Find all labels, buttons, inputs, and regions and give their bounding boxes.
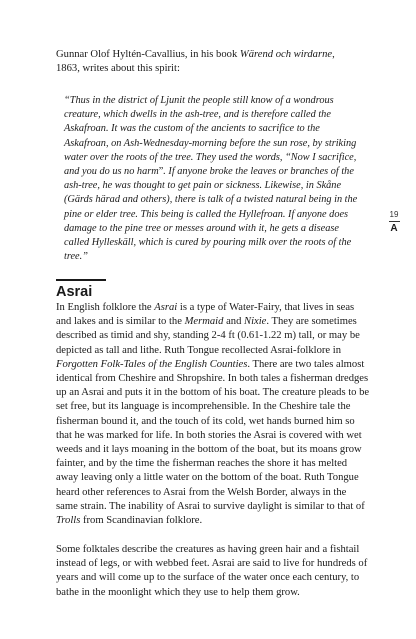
italic-term: Asrai (154, 302, 178, 313)
text-run: is a type of Water-Fairy, that lives in seas and lakes and is similar to the (56, 302, 355, 328)
italic-book-title: Forgotten Folk-Tales of the English Counties (56, 358, 248, 370)
text-run: . They are sometimes described as timid and shy, standing 2-4 ft (0.61-1.22 m) tall, or may be depicted as tall and lithe. Ruth Tongue recollected Asrai-folklore in (56, 316, 360, 356)
book-title: Wärend och wirdarne (239, 49, 333, 60)
asrai-paragraph-1 (56, 301, 370, 528)
italic-term: Trolls (56, 515, 81, 527)
text-run: from Scandinavian folklore. (80, 515, 203, 527)
quote-text-part-2: . If anyone broke the leaves or branches of the ash-tree, he was thought to get pain or sickness. Likewise, in Skåne (Gärds härad and others), there is talk of a twisted natural being in the pine or elder tree. This being is called the Hyllefroan. If anyone does damage to the pine tree or messes around with it, he gets a disease called Hylleskäll, which is cured by pouring milk over the roots of the tree.” (64, 166, 358, 263)
section-marker (386, 210, 402, 234)
quote-close-mark: ” (158, 166, 164, 178)
intro-text-end: , 1863, writes about this spirit: (56, 49, 335, 75)
page-number: 19 (389, 210, 399, 219)
italic-term: Nixie (244, 316, 267, 328)
text-run: . There are two tales almost identical from Cheshire and Shropshire. In both tales a fisherman dredges up an Asrai and puts it in the bottom of his boat. The creature pleads to be set free, but its language is incomprehensible. In the Cheshire tale the fisherman bound it, and the touch of its cold, wet hands burned him so that he was marked for life. In both stories the Asrai is covered with wet weeds and it lays moaning in the bottom of the boat, but its moans grow fainter, and by the time the fisherman reaches the shore it has melted away leaving only a little water on the bottom of the boat. Ruth Tongue heard other references to Asrai from the Welsh Border, always in the same strain. The inability of Asrai to survive daylight is similar to that of (56, 358, 370, 512)
heading-divider (56, 279, 106, 281)
text-run: and (223, 316, 245, 328)
text-run: In English folklore the (56, 302, 155, 313)
intro-text: Gunnar Olof Hyltén-Cavallius, in his book (56, 49, 240, 60)
marker-rule (389, 221, 400, 222)
section-letter: A (390, 223, 398, 234)
quote-text-part-1: “Thus in the district of Ljunit the people still know of a wondrous creature, which dwells in the ash-tree, and is therefore called the Askafroan. It was the custom of the ancients to sacrifice to the Askafroan, on Ash-Wednesday-morning before the sun rose, by striking water over the roots of the tree. They used the words, “Now I sacrifice, and you do us no harm (64, 95, 357, 178)
section-heading: Asrai (56, 284, 93, 300)
italic-term: Mermaid (184, 316, 224, 328)
asrai-paragraph-2: Some folktales describe the creatures as having green hair and a fishtail instead of legs, or with webbed feet. Asrai are said to live for hundreds of years and will come up to the surface of the water once each century, to bathe in the moonlight which they use to help them grow. (56, 544, 368, 598)
block-quote (64, 94, 360, 264)
intro-paragraph (56, 48, 356, 76)
